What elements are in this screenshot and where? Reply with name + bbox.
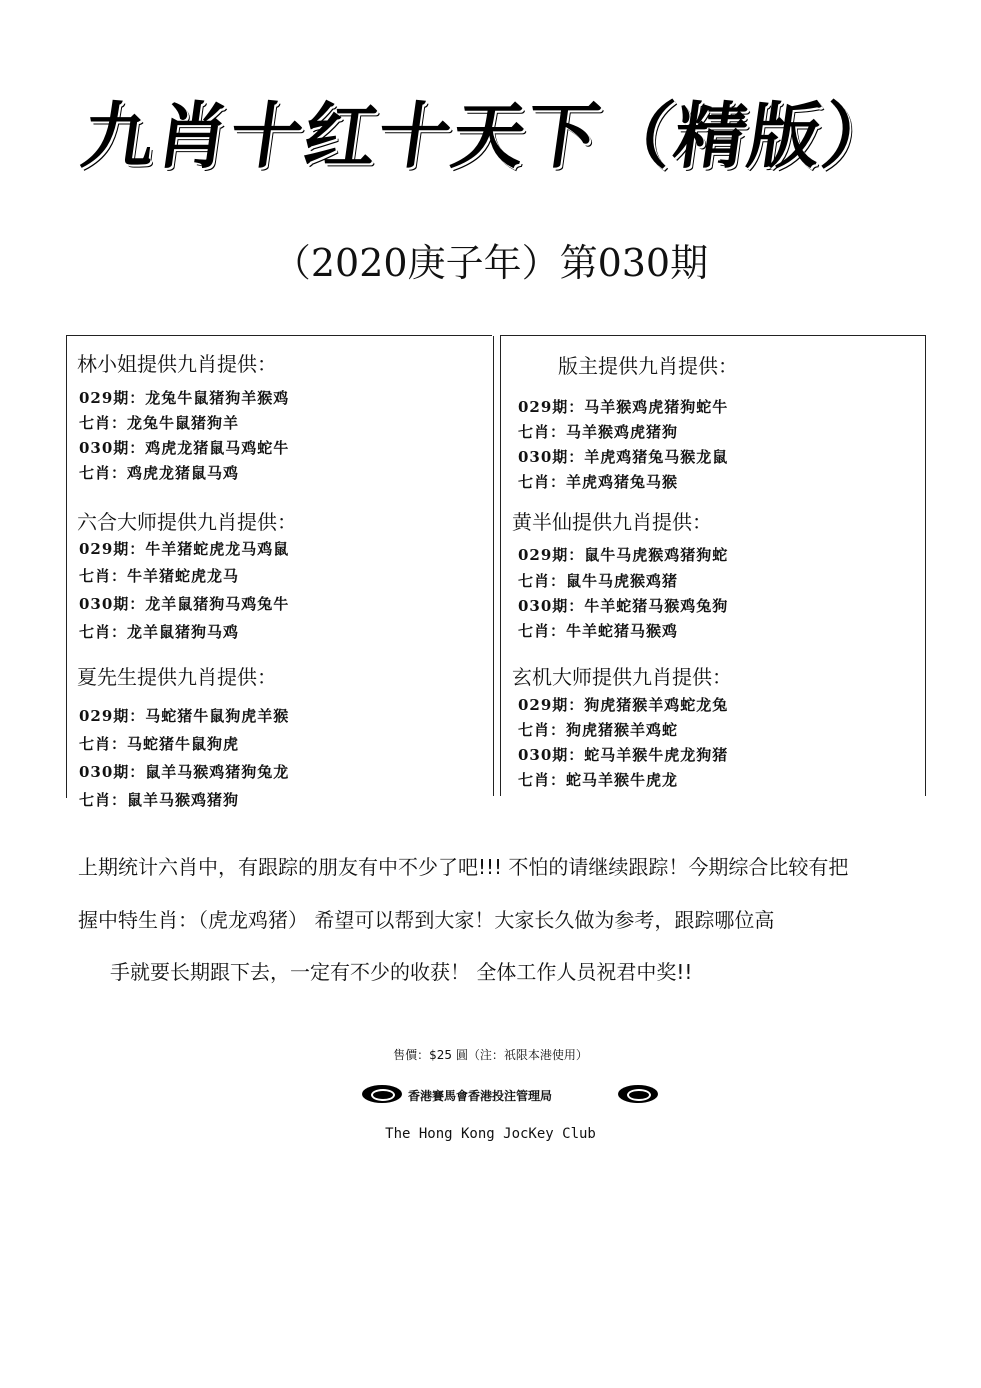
prediction-line: 029期：马蛇猪牛鼠狗虎羊猴 (79, 707, 290, 725)
prediction-line: 七肖：羊虎鸡猪兔马猴 (518, 473, 679, 491)
page-title: 九肖十红十天下（精版） (76, 94, 903, 178)
paragraph-line: 手就要长期跟下去，一定有不少的收获！ 全体工作人员祝君中奖!! (110, 960, 693, 984)
price-note: 售價：$25 圓（注：祇限本港使用） (393, 1048, 588, 1062)
right-column (500, 335, 926, 798)
prediction-line: 七肖：牛羊蛇猪马猴鸡 (518, 622, 679, 640)
paragraph-line: 握中特生肖：（虎龙鸡猪） 希望可以帮到大家！大家长久做为参考，跟踪哪位高 (78, 908, 775, 932)
prediction-line: 030期：羊虎鸡猪兔马猴龙鼠 (518, 448, 729, 466)
prediction-line: 030期：鼠羊马猴鸡猪狗兔龙 (79, 763, 290, 781)
section-header: 版主提供九肖提供： (558, 354, 738, 378)
jockey-club-chinese: 香港賽馬會香港投注管理局 (408, 1089, 553, 1103)
prediction-line: 七肖：马羊猴鸡虎猪狗 (518, 423, 679, 441)
paragraph-line: 上期统计六肖中，有跟踪的朋友有中不少了吧!!! 不怕的请继续跟踪！今期综合比较有把 (78, 855, 849, 879)
prediction-line: 七肖：牛羊猪蛇虎龙马 (79, 567, 240, 585)
prediction-line: 七肖：鼠羊马猴鸡猪狗 (79, 791, 240, 809)
prediction-line: 029期：牛羊猪蛇虎龙马鸡鼠 (79, 540, 290, 558)
jockey-club-english: The Hong Kong JocKey Club (385, 1126, 596, 1142)
prediction-line: 七肖：狗虎猪猴羊鸡蛇 (518, 721, 679, 739)
prediction-line: 七肖：马蛇猪牛鼠狗虎 (79, 735, 240, 753)
prediction-line: 029期：龙兔牛鼠猪狗羊猴鸡 (79, 389, 290, 407)
prediction-line: 030期：鸡虎龙猪鼠马鸡蛇牛 (79, 439, 290, 457)
section-header: 黄半仙提供九肖提供： (512, 510, 712, 534)
prediction-line: 七肖：蛇马羊猴牛虎龙 (518, 771, 679, 789)
issue-heading: （2020庚子年）第030期 (272, 241, 709, 285)
prediction-line: 七肖：鼠牛马虎猴鸡猪 (518, 572, 679, 590)
prediction-line: 030期：牛羊蛇猪马猴鸡兔狗 (518, 597, 729, 615)
prediction-line: 030期：龙羊鼠猪狗马鸡兔牛 (79, 595, 290, 613)
prediction-line: 七肖：龙兔牛鼠猪狗羊 (79, 414, 240, 432)
section-header: 林小姐提供九肖提供： (77, 352, 277, 376)
prediction-line: 七肖：龙羊鼠猪狗马鸡 (79, 623, 240, 641)
left-column (66, 335, 492, 809)
prediction-line: 029期：鼠牛马虎猴鸡猪狗蛇 (518, 546, 729, 564)
prediction-line: 029期：狗虎猪猴羊鸡蛇龙兔 (518, 696, 729, 714)
jockey-logo-icon (362, 1085, 402, 1103)
prediction-line: 七肖：鸡虎龙猪鼠马鸡 (79, 464, 240, 482)
prediction-line: 030期：蛇马羊猴牛虎龙狗猪 (518, 746, 729, 764)
jockey-logo-icon (618, 1085, 658, 1103)
section-header: 六合大师提供九肖提供： (77, 510, 297, 534)
section-header: 玄机大师提供九肖提供： (512, 665, 732, 689)
prediction-line: 029期：马羊猴鸡虎猪狗蛇牛 (518, 398, 729, 416)
section-header: 夏先生提供九肖提供： (77, 665, 277, 689)
jockey-club-banner (362, 1083, 662, 1107)
